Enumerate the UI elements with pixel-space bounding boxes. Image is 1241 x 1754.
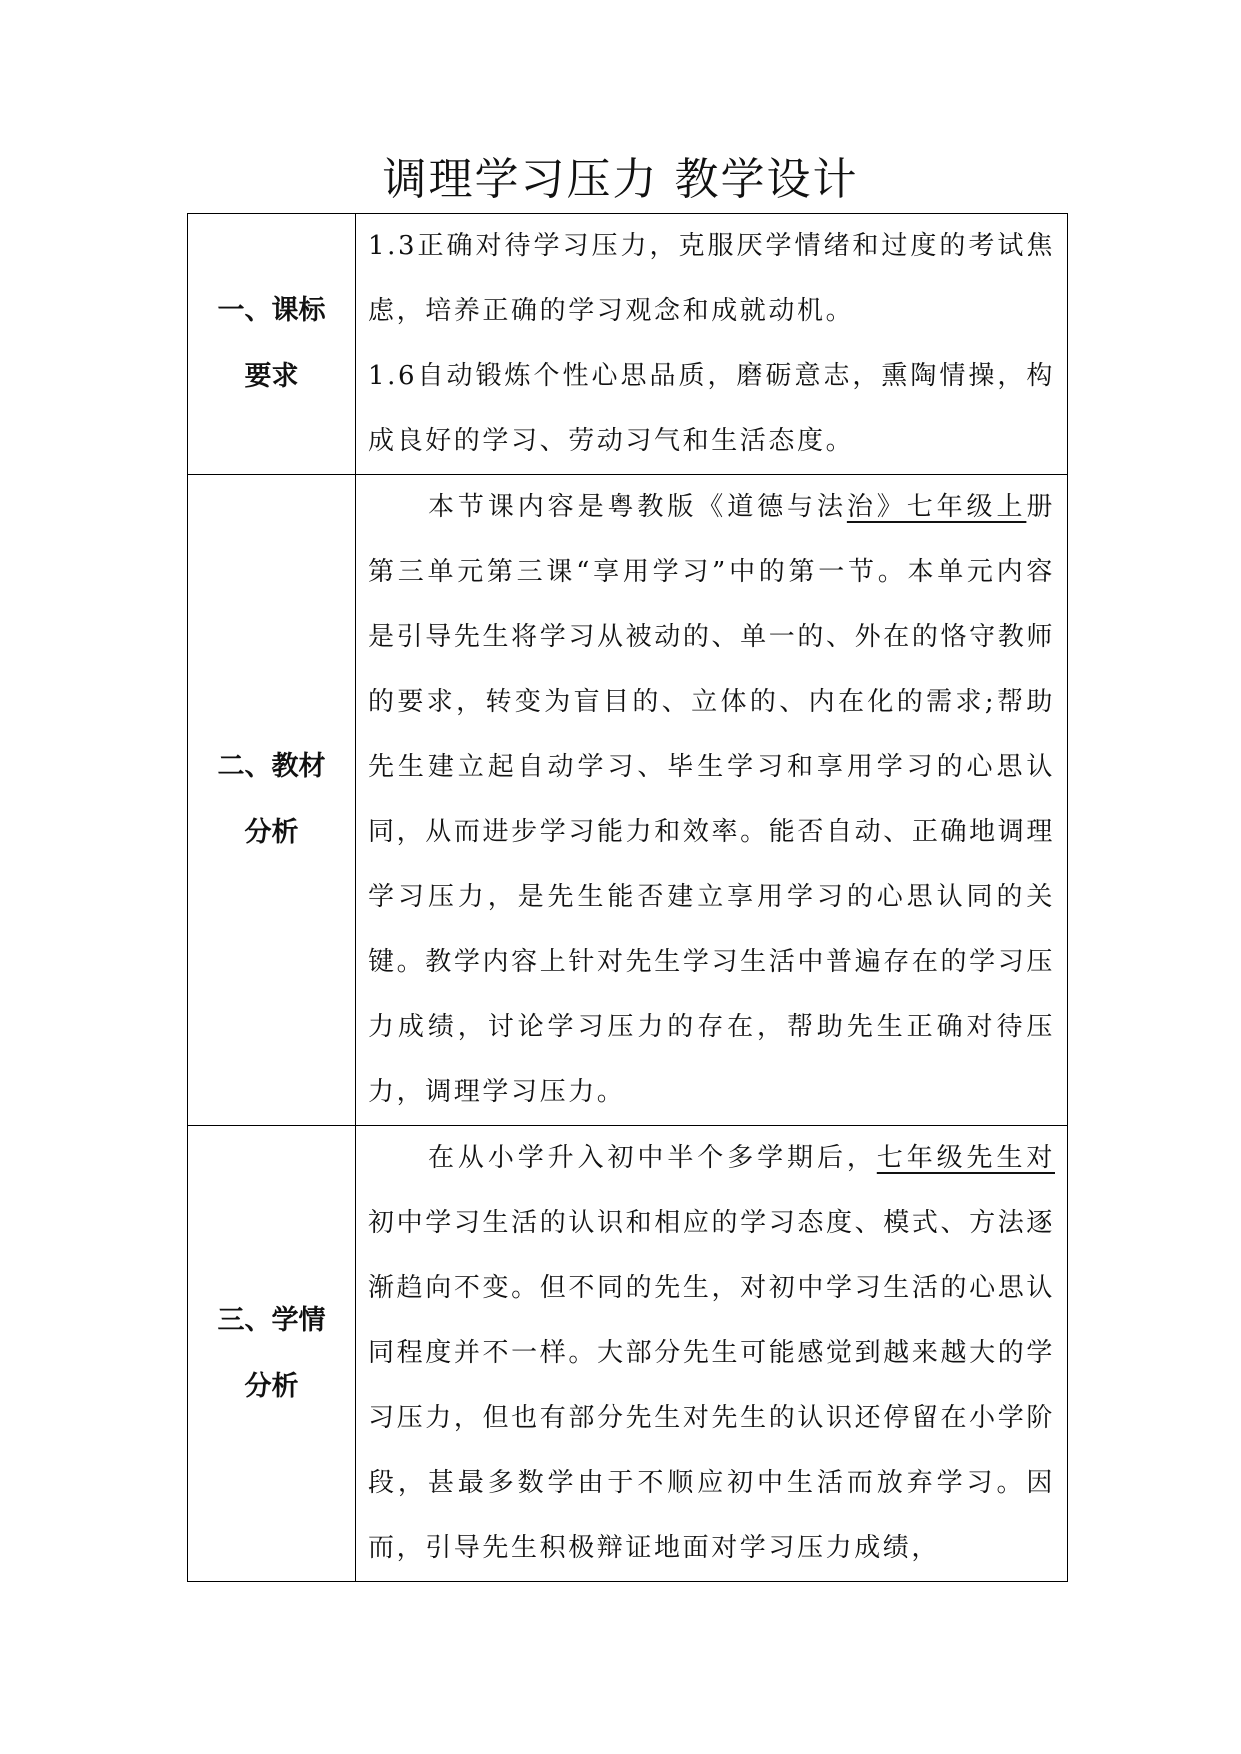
row-label-line: 分析 xyxy=(244,817,299,848)
curriculum-item: 1.3正确对待学习压力，克服厌学情绪和过度的考试焦虑，培养正确的学习观念和成就动机。 xyxy=(368,231,1055,326)
document-title: 调理学习压力 教学设计 xyxy=(382,154,859,205)
row-content-student xyxy=(356,1126,1068,1582)
textbook-analysis-text xyxy=(368,475,1055,1125)
row-label-curriculum xyxy=(188,214,356,475)
table-row xyxy=(188,475,1068,1126)
text-segment: 册第三单元第三课“享用学习”中的第一节。本单元内容是引导先生将学习从被动的、单一的、外在的恪守教师的要求，转变为盲目的、立体的、内在化的需求;帮助先生建立起自动学习、毕生学习和享用学习的心思认同，从而进步学习能力和效率。能否自动、正确地调理学习压力，是先生能否建立享用学习的心思认同的关键。教学内容上针对先生学习生活中普遍存在的学习压力成绩，讨论学习压力的存在，帮助先生正确对待压力，调理学习压力。 xyxy=(368,492,1055,1107)
text-segment: 在从小学升入初中半个多学期后， xyxy=(428,1143,877,1173)
row-content-textbook xyxy=(356,475,1068,1126)
text-segment: 本节课内容是粤教版《道德与法 xyxy=(428,492,847,522)
table-row xyxy=(188,214,1068,475)
underlined-text: 七年级先生对 xyxy=(876,1143,1055,1173)
underlined-text: 治》七年级上 xyxy=(846,492,1027,522)
curriculum-item: 1.6自动锻炼个性心思品质，磨砺意志，熏陶情操，构成良好的学习、劳动习气和生活态度。 xyxy=(368,361,1055,456)
row-label-student xyxy=(188,1126,356,1582)
table-row xyxy=(188,1126,1068,1582)
row-label-line: 三、学情 xyxy=(217,1304,326,1336)
teaching-design-table xyxy=(187,213,1068,1582)
row-content-curriculum xyxy=(356,214,1068,475)
row-label-line: 一、课标 xyxy=(217,295,326,326)
row-label-line: 二、教材 xyxy=(217,751,326,782)
row-label-textbook xyxy=(188,475,356,1126)
text-segment: 初中学习生活的认识和相应的学习态度、模式、方法逐渐趋向不变。但不同的先生，对初中学习生活的心思认同程度并不一样。大部分先生可能感觉到越来越大的学习压力，但也有部分先生对先生的认识还停留在小学阶段，甚最多数学由于不顺应初中生活而放弃学习。因而，引导先生积极辩证地面对学习压力成绩， xyxy=(368,1208,1055,1563)
row-label-line: 分析 xyxy=(244,1370,299,1402)
student-analysis-text xyxy=(368,1126,1055,1581)
row-label-line: 要求 xyxy=(244,361,299,392)
